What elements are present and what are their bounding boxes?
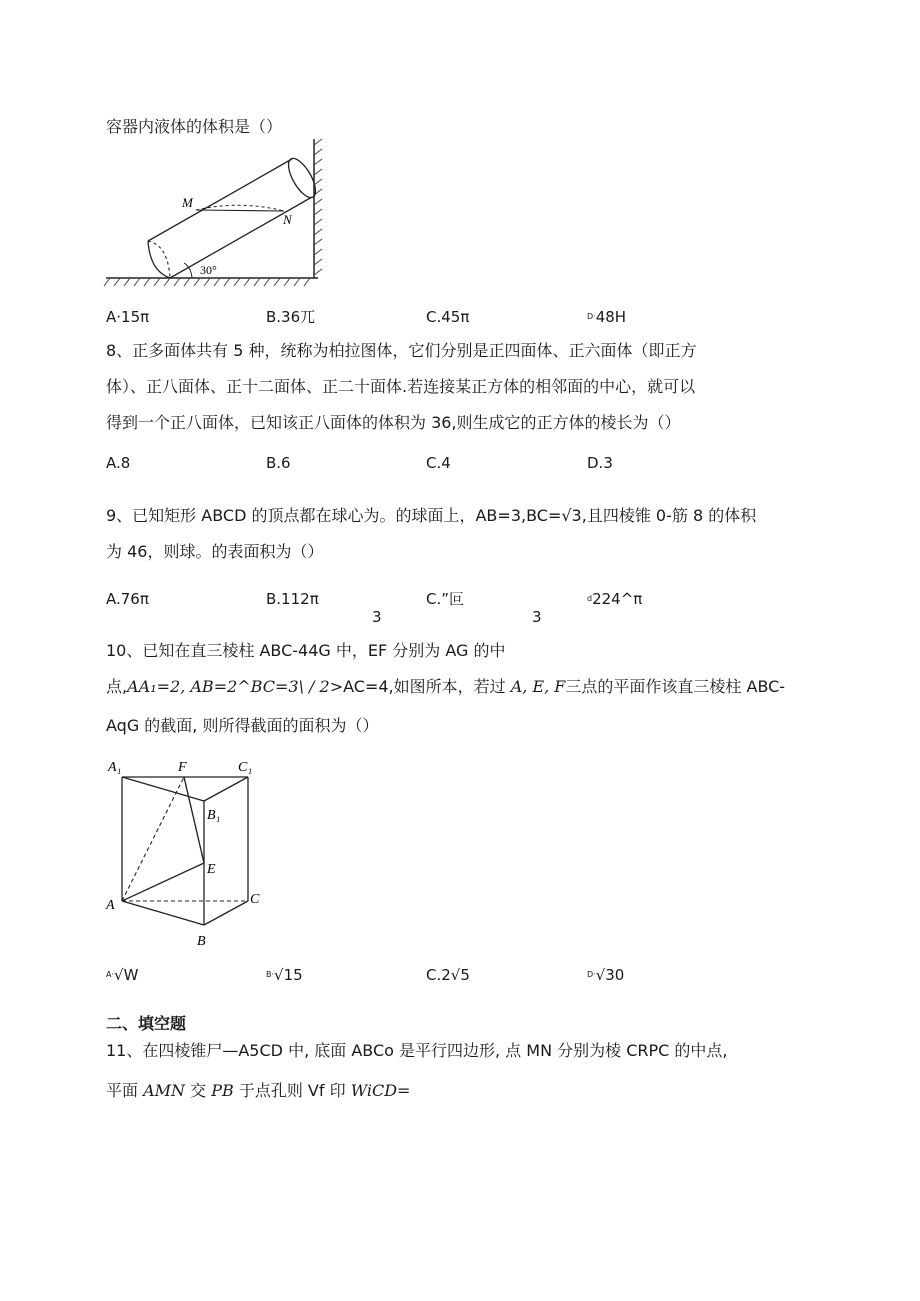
label-n: N (283, 212, 292, 227)
label-m: M (182, 195, 193, 210)
q8-line-2: 体）、正八面体、正十二面体、正二十面体.若连接某正方体的相邻面的中心，就可以 (106, 377, 696, 396)
label-b1: B₁ (207, 808, 221, 823)
label-a: A (106, 898, 115, 913)
q9-option-c-denominator: 3 (372, 608, 382, 626)
q9-option-c[interactable]: C.”叵 (426, 590, 465, 608)
section-title-fill-in: 二、填空题 (106, 1014, 187, 1033)
q7-stem-tail: 容器内液体的体积是（） (106, 117, 283, 136)
q7-option-a[interactable]: A·15π (106, 308, 150, 326)
label-a1: A₁ (108, 760, 122, 775)
q9-line-1: 9、已知矩形 ABCD 的顶点都在球心为。的球面上，AB=3,BC=√3,且四棱锥 0-筋 8 的体积 (106, 506, 757, 525)
q10-points: A, E, F (510, 677, 566, 696)
q9-option-d-denominator: 3 (532, 608, 542, 626)
label-c1: C₁ (238, 760, 253, 775)
q10-line-3: AqG 的截面, 则所得截面的面积为（） (106, 716, 379, 735)
q10-option-a[interactable]: $^{A\cdot}$√W (106, 966, 139, 984)
q7-option-d-marker: D· (587, 312, 596, 321)
q8-line-1: 8、正多面体共有 5 种，统称为柏拉图体，它们分别是正四面体、正六面体（即正方 (106, 341, 697, 360)
q10-option-d-marker: D· (587, 970, 596, 979)
q11-line-1: 11、在四棱锥尸—A5CD 中, 底面 ABCo 是平行四边形, 点 MN 分别为棱 CRPC 的中点, (106, 1041, 728, 1060)
q10-triangular-prism-figure (100, 755, 270, 953)
q11-line-2: 平面 AMN 交 PB 于点孔则 Vf 印 WiCD= (106, 1081, 411, 1100)
q9-option-d[interactable]: $^d$224^π (587, 590, 643, 608)
q11-answer-blank: WiCD= (350, 1081, 411, 1100)
angle-label: 30° (200, 263, 217, 277)
q10-option-b-marker: B· (266, 970, 275, 979)
q8-option-b[interactable]: B.6 (266, 454, 291, 472)
q7-option-b[interactable]: B.36兀 (266, 308, 316, 326)
q10-option-c[interactable]: C.2√5 (426, 966, 470, 984)
label-f: F (178, 760, 187, 775)
q9-option-a[interactable]: A.76π (106, 590, 149, 608)
q7-option-c[interactable]: C.45π (426, 308, 470, 326)
q10-given-lengths: AA₁=2, AB=2^BC=3\ / 2> (127, 677, 344, 696)
q9-option-b[interactable]: B.112π (266, 590, 319, 608)
q9-line-2: 为 46，则球。的表面积为（） (106, 542, 324, 561)
q8-option-d[interactable]: D.3 (587, 454, 613, 472)
q8-option-a[interactable]: A.8 (106, 454, 131, 472)
q10-option-d[interactable]: $^{D\cdot}$√30 (587, 966, 625, 984)
label-c: C (250, 892, 260, 907)
q7-option-d[interactable]: $^{D\cdot}$48H (587, 308, 627, 326)
q9-option-d-marker: d (587, 594, 593, 603)
label-b: B (197, 934, 206, 949)
q10-option-b[interactable]: $^{B\cdot}$√15 (266, 966, 303, 984)
q10-option-a-marker: A· (106, 970, 115, 979)
q10-line-2: 点,AA₁=2, AB=2^BC=3\ / 2>AC=4,如图所本，若过 A, E, F三点的平面作该直三棱柱 ABC- (106, 677, 786, 696)
q7-tilted-cylinder-figure (100, 135, 335, 293)
q10-line-1: 10、已知在直三棱柱 ABC-44G 中，EF 分别为 AG 的中 (106, 641, 506, 660)
label-e: E (207, 862, 216, 877)
q8-line-3: 得到一个正八面体，已知该正八面体的体积为 36,则生成它的正方体的棱长为（） (106, 413, 681, 432)
q8-option-c[interactable]: C.4 (426, 454, 451, 472)
